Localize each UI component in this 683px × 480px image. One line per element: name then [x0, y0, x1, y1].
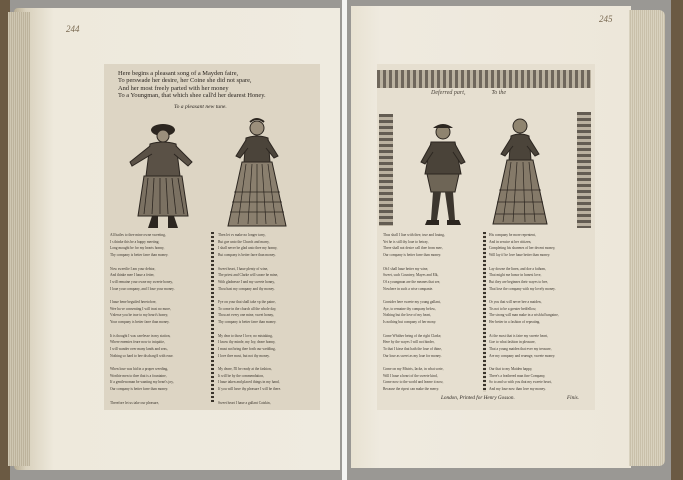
- verse-line: My deare, I'll be ready at the fashion,: [218, 367, 272, 372]
- verse-line: [110, 393, 204, 400]
- broadside-sheet: [104, 64, 320, 410]
- verse-line: Where enemies feare now to iniquitie,: [110, 340, 165, 345]
- verse-line: I love thee most, but not thy money.: [218, 353, 270, 358]
- verse-line: But company is better farre than money.: [218, 253, 276, 258]
- verse-line: That might me honor in honest love,: [489, 273, 542, 278]
- ballad-heading: [118, 70, 308, 100]
- woodcut-man-figure: [415, 122, 471, 226]
- page-number: 244: [66, 24, 80, 34]
- page-stack-edge: [629, 10, 665, 466]
- verses-column-left: [110, 232, 204, 406]
- heading-line: Here begins a pleasant song of a Mayden faire,: [118, 70, 239, 77]
- tune-line: To a pleasant new tune.: [174, 104, 227, 110]
- woodcut-woman-figure: [222, 116, 292, 230]
- verse-line: Our company is better farre than money.: [383, 253, 442, 258]
- verse-line: [489, 259, 583, 266]
- verse-line: There shall not desire call thee from mee,: [383, 246, 443, 251]
- verse-line: Our loue as sweet as my loue for money.: [383, 353, 442, 358]
- verse-line: [110, 326, 204, 333]
- finis-mark: Finis.: [567, 395, 579, 401]
- verse-line: That lose the company with my lovely money.: [489, 286, 556, 291]
- verse-line: I shall never be glad unto thee my honny,: [218, 246, 278, 251]
- verse-line: It will be by the commendation,: [218, 373, 264, 378]
- verse-line: Because the ripest can make the merry.: [383, 387, 440, 392]
- verse-line: If a gentlewoman be wanting my heart's joy,: [110, 380, 174, 385]
- verse-line: Thou art every one mine, sweet honny,: [218, 313, 274, 318]
- verse-line: I must not bring thee forth our wedding,: [218, 346, 276, 351]
- verse-line: [110, 259, 204, 266]
- verse-line: Thus shall I liue with thee, true and louing,: [383, 233, 445, 237]
- verse-line: Long mought be for my hearts honny,: [110, 246, 165, 251]
- ballad-title-partial: [431, 90, 506, 96]
- verse-line: Aye, to remaine thy company below,: [383, 306, 436, 311]
- verse-line: Lay downe the linen, and doe a fathom,: [489, 266, 546, 271]
- verse-line: To come in the church all the whole day,: [218, 306, 277, 311]
- verse-line: Her better in a fashion of repeating.: [489, 320, 541, 325]
- verse-line: At the most that is faire my sweete heart,: [489, 333, 548, 338]
- verse-line: Thy company is better farre than money.: [218, 320, 277, 325]
- verse-line: Fye on your that shall take vp the paine,: [218, 300, 276, 305]
- verse-line: Now sweetlie I am your debtor,: [110, 266, 156, 271]
- verse-line: Worthie men to thee that is a fountaine,: [110, 373, 167, 378]
- verses-column-left: [383, 232, 477, 393]
- column-divider: [483, 232, 486, 392]
- verse-line: The priest and Clarke will soone be mine,: [218, 273, 279, 278]
- verse-line: Is nothing but company of her mony.: [383, 320, 437, 325]
- verse-line: I haue bene beguiled heretofore,: [110, 300, 157, 305]
- ornamental-border-right: [577, 112, 591, 228]
- verse-line: Will lay if he love haue better than money.: [489, 253, 551, 258]
- verse-line: Thou hast my company and thy money.: [218, 286, 275, 291]
- verse-line: So to and so with you that my sweete heart,: [489, 380, 552, 385]
- verse-line: Consider here sweete my young gallant,: [383, 300, 441, 305]
- verse-line: Come now to the world and learne it now,: [383, 380, 444, 385]
- verse-line: Sweet, such Countrey, Mayes and Elk,: [383, 273, 439, 278]
- verse-line: [489, 326, 583, 333]
- verses-column-right: [489, 232, 583, 393]
- verse-line: Here by the wayes I will not hinder,: [383, 340, 435, 345]
- verse-line: And my loue now than love my money.: [489, 387, 546, 392]
- verse-line: Your company is better farre than money.: [110, 320, 170, 325]
- verse-line: It is thought I was carelesse in my station,: [110, 333, 171, 338]
- book-cover-edge: [671, 0, 683, 480]
- verse-line: When loue was hid in a proper weeding,: [110, 367, 169, 372]
- verse-line: Vnlesse you be true to my heart's honey,: [110, 313, 169, 318]
- verse-line: Completing his sharenes of her decent money,: [489, 246, 556, 251]
- verse-line: Come on my Mistris, Iacke, in what sorte,: [383, 367, 444, 372]
- heading-line: To a Youngman, that which shee call'd her dearest Honey.: [118, 92, 266, 100]
- verse-line: To that I kisse that hath the loue of thine,: [383, 346, 442, 351]
- ornamental-border-top: [377, 70, 591, 88]
- verse-line: But goe unto the Church and marry,: [218, 239, 270, 244]
- title-fragment: To the: [491, 90, 507, 96]
- verse-line: All hailes to thee mine owne sweeting,: [110, 233, 166, 237]
- verse-line: Are my company and reuenge, sweete money.: [489, 353, 556, 358]
- verse-line: Wee ha ve consenting I will trust no more,: [110, 306, 171, 311]
- verse-line: I will wander over many lands and seas,: [110, 346, 168, 351]
- verse-line: Will I haue a heart of the sweete kind,: [383, 373, 438, 378]
- verse-line: [218, 292, 312, 299]
- right-page-photo: [347, 0, 683, 480]
- printer-imprint: London, Printed for Henry Gosson.: [441, 395, 515, 401]
- verse-line: Oh I shall haue better my wine,: [383, 266, 429, 271]
- verse-line: Our that to my Maiden happy,: [489, 367, 533, 372]
- verse-line: With gladnesse I and my sweete honny,: [218, 279, 275, 284]
- verse-line: The strong will man make in a wishful bargaine,: [489, 313, 559, 318]
- verse-line: [218, 259, 312, 266]
- verse-line: Therefore let us take our pleasure,: [110, 400, 160, 405]
- verse-line: Goe to what fashion in pleasure,: [489, 340, 536, 345]
- verses-column-right: [218, 232, 312, 406]
- verse-line: [383, 292, 477, 299]
- verse-line: [110, 359, 204, 366]
- woodcut-man-figure: [122, 118, 204, 230]
- verse-line: Of a youngman are the meanes that see,: [383, 279, 441, 284]
- verse-line: There's a feathered man fine Company,: [489, 373, 546, 378]
- ornamental-border-left: [379, 114, 393, 226]
- verse-line: That a young maiden that ever my treasure,: [489, 346, 552, 351]
- title-fragment: Deferred part,: [431, 90, 466, 96]
- verse-line: Sweet heart I haue a gallant Catskin,: [218, 400, 271, 405]
- verse-line: And thinke mee I haue a fetter,: [110, 273, 155, 278]
- verse-line: [383, 326, 477, 333]
- verse-line: [218, 326, 312, 333]
- verse-line: Tis not to be a greater bedfellow,: [489, 306, 537, 311]
- verse-line: [383, 359, 477, 366]
- verse-line: His company be more repentent,: [489, 233, 536, 237]
- page-number: 245: [599, 14, 613, 24]
- verse-line: [218, 393, 312, 400]
- verse-line: Yet he is still thy loue to betray,: [383, 239, 429, 244]
- verse-line: Sweet heart, I haue plenty of wine,: [218, 266, 269, 271]
- verse-line: Or you that will never bee a maiden,: [489, 300, 542, 305]
- page-stack-edge: [8, 12, 30, 466]
- verse-line: [383, 259, 477, 266]
- verse-line: [489, 359, 583, 366]
- verse-line: I haue taken and placed things in my hand,: [218, 380, 280, 385]
- verse-line: Thy company is better farre than money.: [110, 253, 169, 258]
- verse-line: Nowhere in such a wise companie.: [383, 286, 434, 291]
- verse-line: And in seruice at her cittizen,: [489, 239, 532, 244]
- heading-line: And her most freely parted with her money: [118, 84, 229, 92]
- verse-line: If you will have thy pleasure I will be there.: [218, 387, 282, 392]
- verse-line: Nothing but the love of my heart,: [383, 313, 432, 318]
- verse-line: [489, 292, 583, 299]
- verse-line: I s thinke this be a happy meeting;: [110, 239, 160, 244]
- column-divider: [211, 232, 214, 402]
- heading-line: To perswade her desire, her Coine she did not spare,: [118, 77, 252, 85]
- verse-line: Come Whither being of the right Clarke,: [383, 333, 442, 338]
- verse-line: Our company is better farre than money.: [110, 387, 169, 392]
- verse-line: I will remaine your owne my sweete honey,: [110, 279, 173, 284]
- verse-line: I know thy minde, my Ioy, deare honny,: [218, 340, 276, 345]
- verse-line: [218, 359, 312, 366]
- verse-line: I loue your company, and I loue your money.: [110, 286, 175, 291]
- verse-line: [110, 292, 204, 299]
- broadside-sheet: [377, 64, 595, 410]
- verse-line: Then let vs make no longer tarry,: [218, 233, 266, 237]
- verse-line: My dear to those I love, no mistaking,: [218, 333, 273, 338]
- verse-line: But they are beginnes their wayes to bee,: [489, 279, 549, 284]
- verse-line: Nothing so hard to bee discharg'd with ease.: [110, 353, 174, 358]
- woodcut-woman-figure: [489, 116, 551, 228]
